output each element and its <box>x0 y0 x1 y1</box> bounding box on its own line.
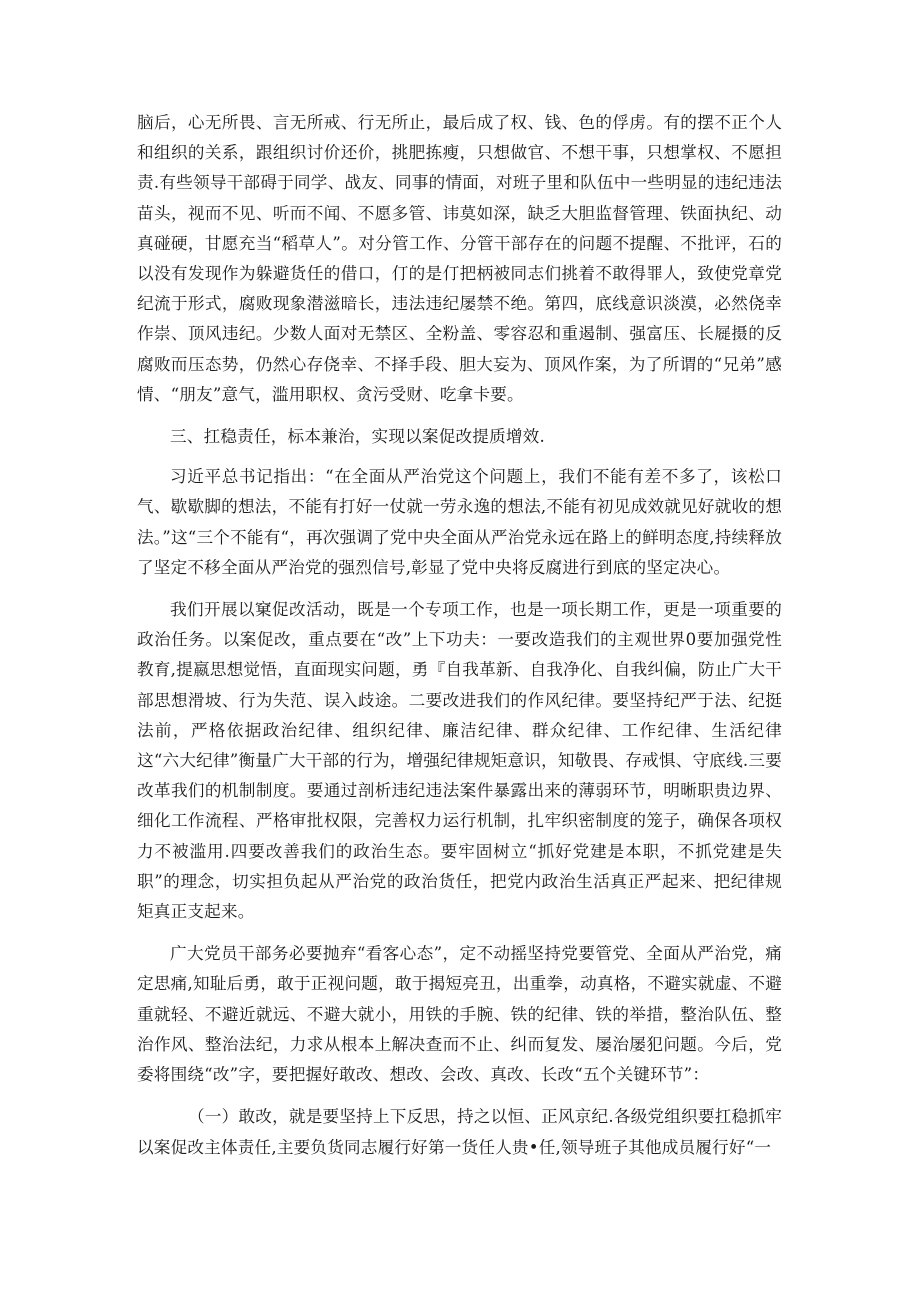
paragraph-five-key-links: 广大党员干部务必要抛弃“看客心态”，定不动摇坚持党要管党、全面从严治党，痛定思痛,知耻后勇，敢于正视问题，敢于揭短亮丑，出重拳，动真格，不避实就虚、不避重就轻、不避近就远、不避大就小，用铁的手腕、铁的纪律、铁的举措，整治队伍、整治作风、整治法纪，力求从根本上解决查而不止、纠而复发、屡治屡犯问题。今后，党委将围绕“改”字，要把握好敢改、想改、会改、真改、长改“五个关键环节”： <box>137 944 782 1085</box>
section-heading: 三、扛稳责任，标本兼治，实现以案促改提质增效. <box>170 427 545 447</box>
paragraph-quote: 习近平总书记指出：“在全面从严治党这个问题上，我们不能有差不多了，该松口气、歇歇脚的想法，不能有打好一仗就一劳永逸的想法,不能有初见成效就见好就收的想法。”这“三个不能有“，再次强调了党中央全面从严治党永远在路上的鲜明态度,持续释放了坚定不移全面从严治党的强烈信号,彰显了党中央将反腐进行到底的坚定决心。 <box>137 467 782 577</box>
document-body <box>137 108 782 1163</box>
subsection-text: ，就是要坚持上下反思，持之以恒、正风京纪.各级党组织要扛稳抓牢以案促改主体责任,主要负货同志履行好第一货任人贵•任,领导班子其他成员履行好“一 <box>137 1107 782 1157</box>
paragraph-continuation: 脑后，心无所畏、言无所戒、行无所止，最后成了权、钱、色的俘虏。有的摆不正个人和组织的关系，跟组织讨价还价，挑肥拣瘦，只想做官、不想干事，只想掌权、不愿担责.有些领导干部碍于同学、战友、同事的情面，对班子里和队伍中一些明显的违纪违法苗头，视而不见、听而不闻、不愿多管、讳莫如深，缺乏大胆监督管理、铁面执纪、动真碰硬，甘愿充当“稻草人”。对分管工作、分管干部存在的问题不提醒、不批评，石的以没有发现作为躲避货任的借口，仃的是仃把柄被同志们挑着不敢得罪人，致使党章党纪流于形式，腐败现象潜滋暗长，违法违纪屡禁不绝。第四，底线意识淡漠，必然侥幸作崇、顶风违纪。少数人面对无禁区、全粉盖、零容忍和重遏制、强富压、长屣摄的反腐败而压态势，仍然心存侥幸、不择手段、胆大妄为、顶风作案，为了所谓的“兄弟”感情、“朋友”意气，滥用职权、贪污受财、吃拿卡要。 <box>137 113 782 404</box>
subsection-label: （一）敢改 <box>188 1107 273 1127</box>
paragraph-reform-tasks: 我们开展以窠促改活动，既是一个专项工作，也是一项长期工作，更是一项重要的政治任务。以案促改，重点要在“改”上下功夫：一要改造我们的主观世界0要加强党性教育,提嬴思想觉悟，直面现实问题，勇『自我革新、自我净化、自我纠偏，防止广大干部思想滑坡、行为失范、误入歧途。二要改进我们的作风纪律。要坚持纪严于法、纪挺法前，严格依据政治纪律、组织纪律、廉洁纪律、群众纪律、工作纪律、生活纪律这“六大纪律”衡量广大干部的行为，增强纪律规矩意识，知敬畏、存戒惧、守底线.三要改革我们的机制制度。要通过剖析违纪违法案件暴露出来的薄弱环节，明晰职贵边界、细化工作流程、严格审批权限，完善权力运行机制，扎牢织密制度的笼子，确保各项权力不被滥用.四要改善我们的政治生态。要牢固树立“抓好党建是本职，不抓党建是失职”的理念，切实担负起从严治党的政治货任，把党内政治生活真正严起来、把纪律规矩真正支起来。 <box>137 600 782 922</box>
paragraph-dare-to-reform <box>137 1102 782 1162</box>
